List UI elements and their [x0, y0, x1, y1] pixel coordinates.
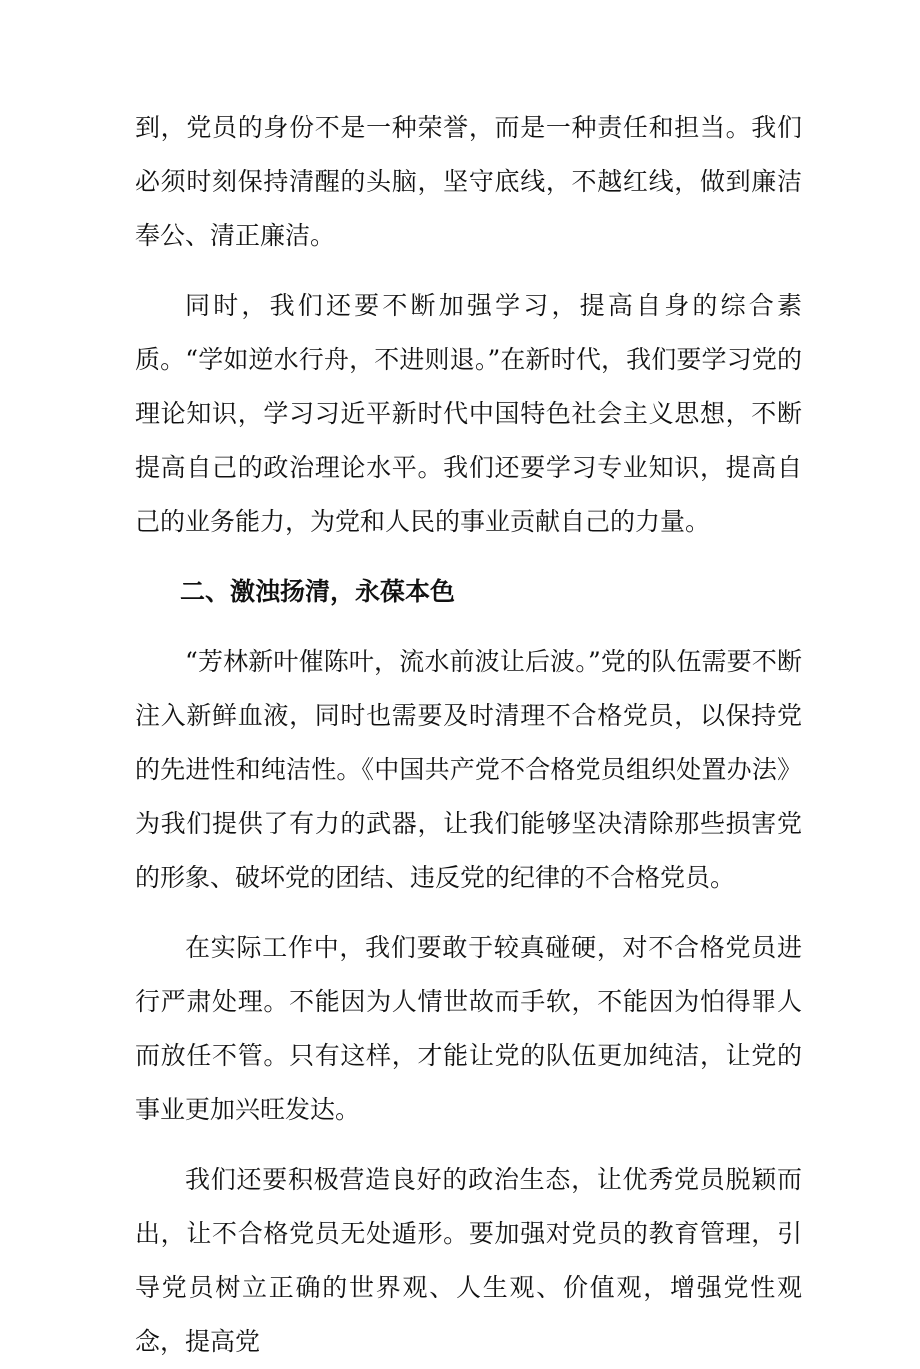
body-paragraph-continuation: 到，党员的身份不是一种荣誉，而是一种责任和担当。我们必须时刻保持清醒的头脑，坚守底线，不越红线，做到廉洁奉公、清正廉洁。: [135, 113, 802, 250]
document-body: [135, 101, 802, 1369]
body-paragraph-study: 同时，我们还要不断加强学习，提高自身的综合素质。“学如逆水行舟，不进则退。”在新时代，我们要学习党的理论知识，学习习近平新时代中国特色社会主义思想，不断提高自己的政治理论水平。我们还要学习专业知识，提高自己的业务能力，为党和人民的事业贡献自己的力量。: [135, 291, 802, 536]
body-paragraph-ecology: 我们还要积极营造良好的政治生态，让优秀党员脱颖而出，让不合格党员无处遁形。要加强对党员的教育管理，引导党员树立正确的世界观、人生观、价值观，增强党性观念，提高党: [135, 1165, 802, 1356]
body-paragraph-renewal: “芳林新叶催陈叶，流水前波让后波。”党的队伍需要不断注入新鲜血液，同时也需要及时清理不合格党员，以保持党的先进性和纯洁性。《中国共产党不合格党员组织处置办法》为我们提供了有力的武器，让我们能够坚决清除那些损害党的形象、破坏党的团结、违反党的纪律的不合格党员。: [135, 647, 802, 892]
section-heading: 二、激浊扬清，永葆本色: [180, 577, 456, 606]
body-paragraph-practice: 在实际工作中，我们要敢于较真碰硬，对不合格党员进行严肃处理。不能因为人情世故而手软，不能因为怕得罪人而放任不管。只有这样，才能让党的队伍更加纯洁，让党的事业更加兴旺发达。: [135, 933, 802, 1124]
